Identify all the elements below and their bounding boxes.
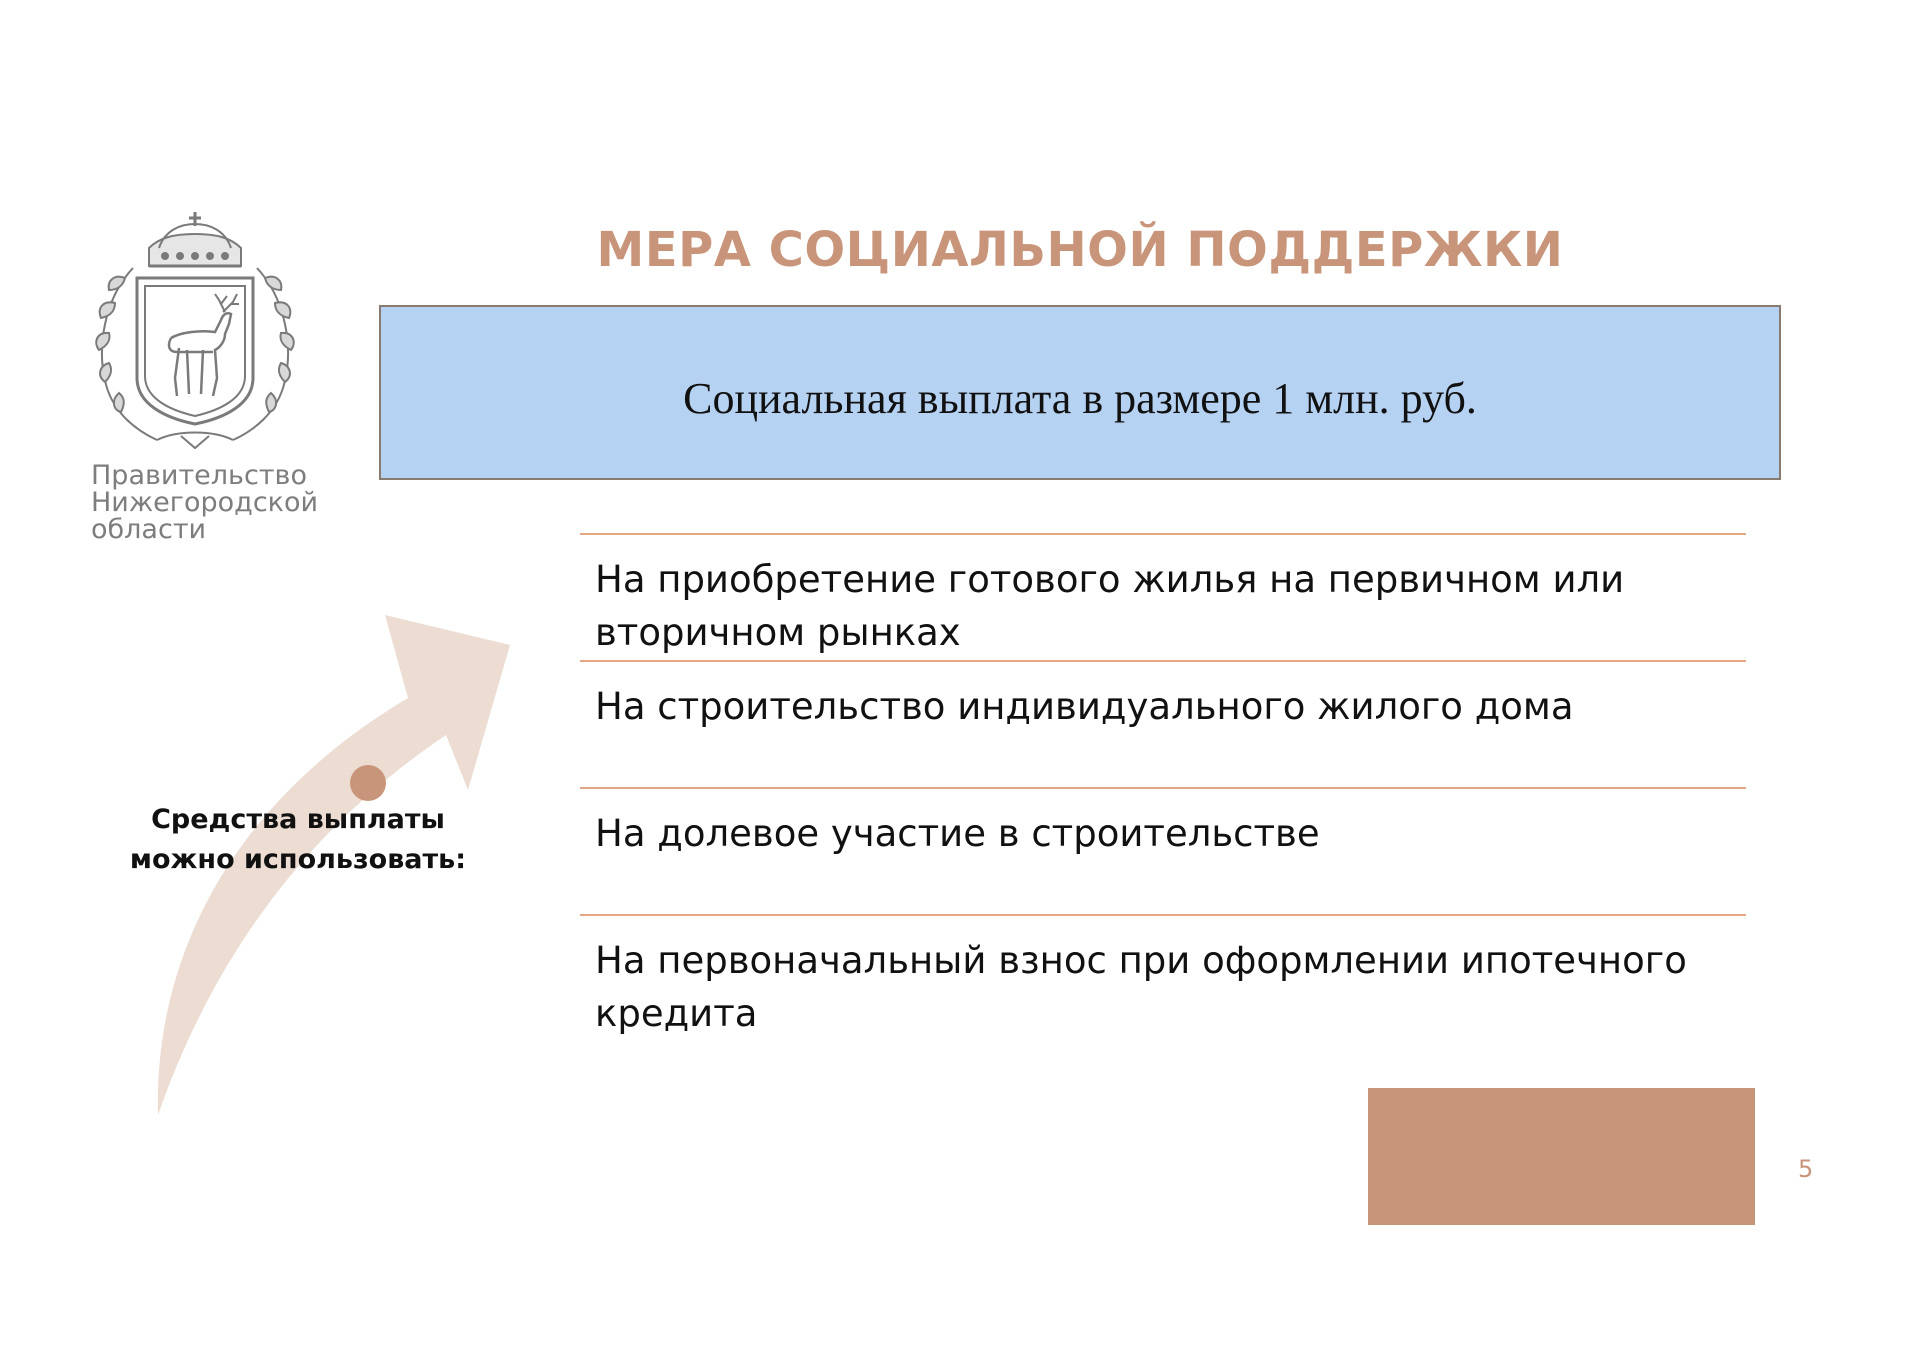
payment-amount-text: Социальная выплата в размере 1 млн. руб.	[683, 374, 1477, 423]
usage-item-text: На приобретение готового жилья на первичном или вторичном рынках	[595, 558, 1625, 654]
usage-item-text: На долевое участие в строительстве	[595, 812, 1320, 855]
usage-label-line-2: можно использовать:	[129, 844, 467, 875]
usage-label	[118, 800, 478, 880]
usage-item-text: На первоначальный взнос при оформлении ипотечного кредита	[595, 939, 1687, 1035]
usage-item-text: На строительство индивидуального жилого дома	[595, 685, 1574, 728]
usage-list-item	[580, 787, 1746, 913]
organization-name-line-1: Правительство	[91, 460, 307, 491]
usage-list-item	[580, 914, 1746, 1040]
arrow-marker-dot	[350, 765, 386, 801]
organization-name-line-3: области	[91, 514, 207, 545]
footer-accent-block	[1368, 1088, 1755, 1225]
usage-label-line-1: Средства выплаты	[151, 804, 445, 835]
payment-highlight-box	[379, 305, 1781, 480]
page-number: 5	[1798, 1155, 1814, 1183]
nizhny-novgorod-coat-of-arms-icon	[85, 208, 305, 453]
slide-title: МЕРА СОЦИАЛЬНОЙ ПОДДЕРЖКИ	[596, 222, 1564, 278]
usage-list-item	[580, 533, 1746, 659]
organization-name-line-2: Нижегородской	[91, 487, 319, 518]
usage-list-item	[580, 660, 1746, 786]
organization-name	[91, 462, 351, 543]
